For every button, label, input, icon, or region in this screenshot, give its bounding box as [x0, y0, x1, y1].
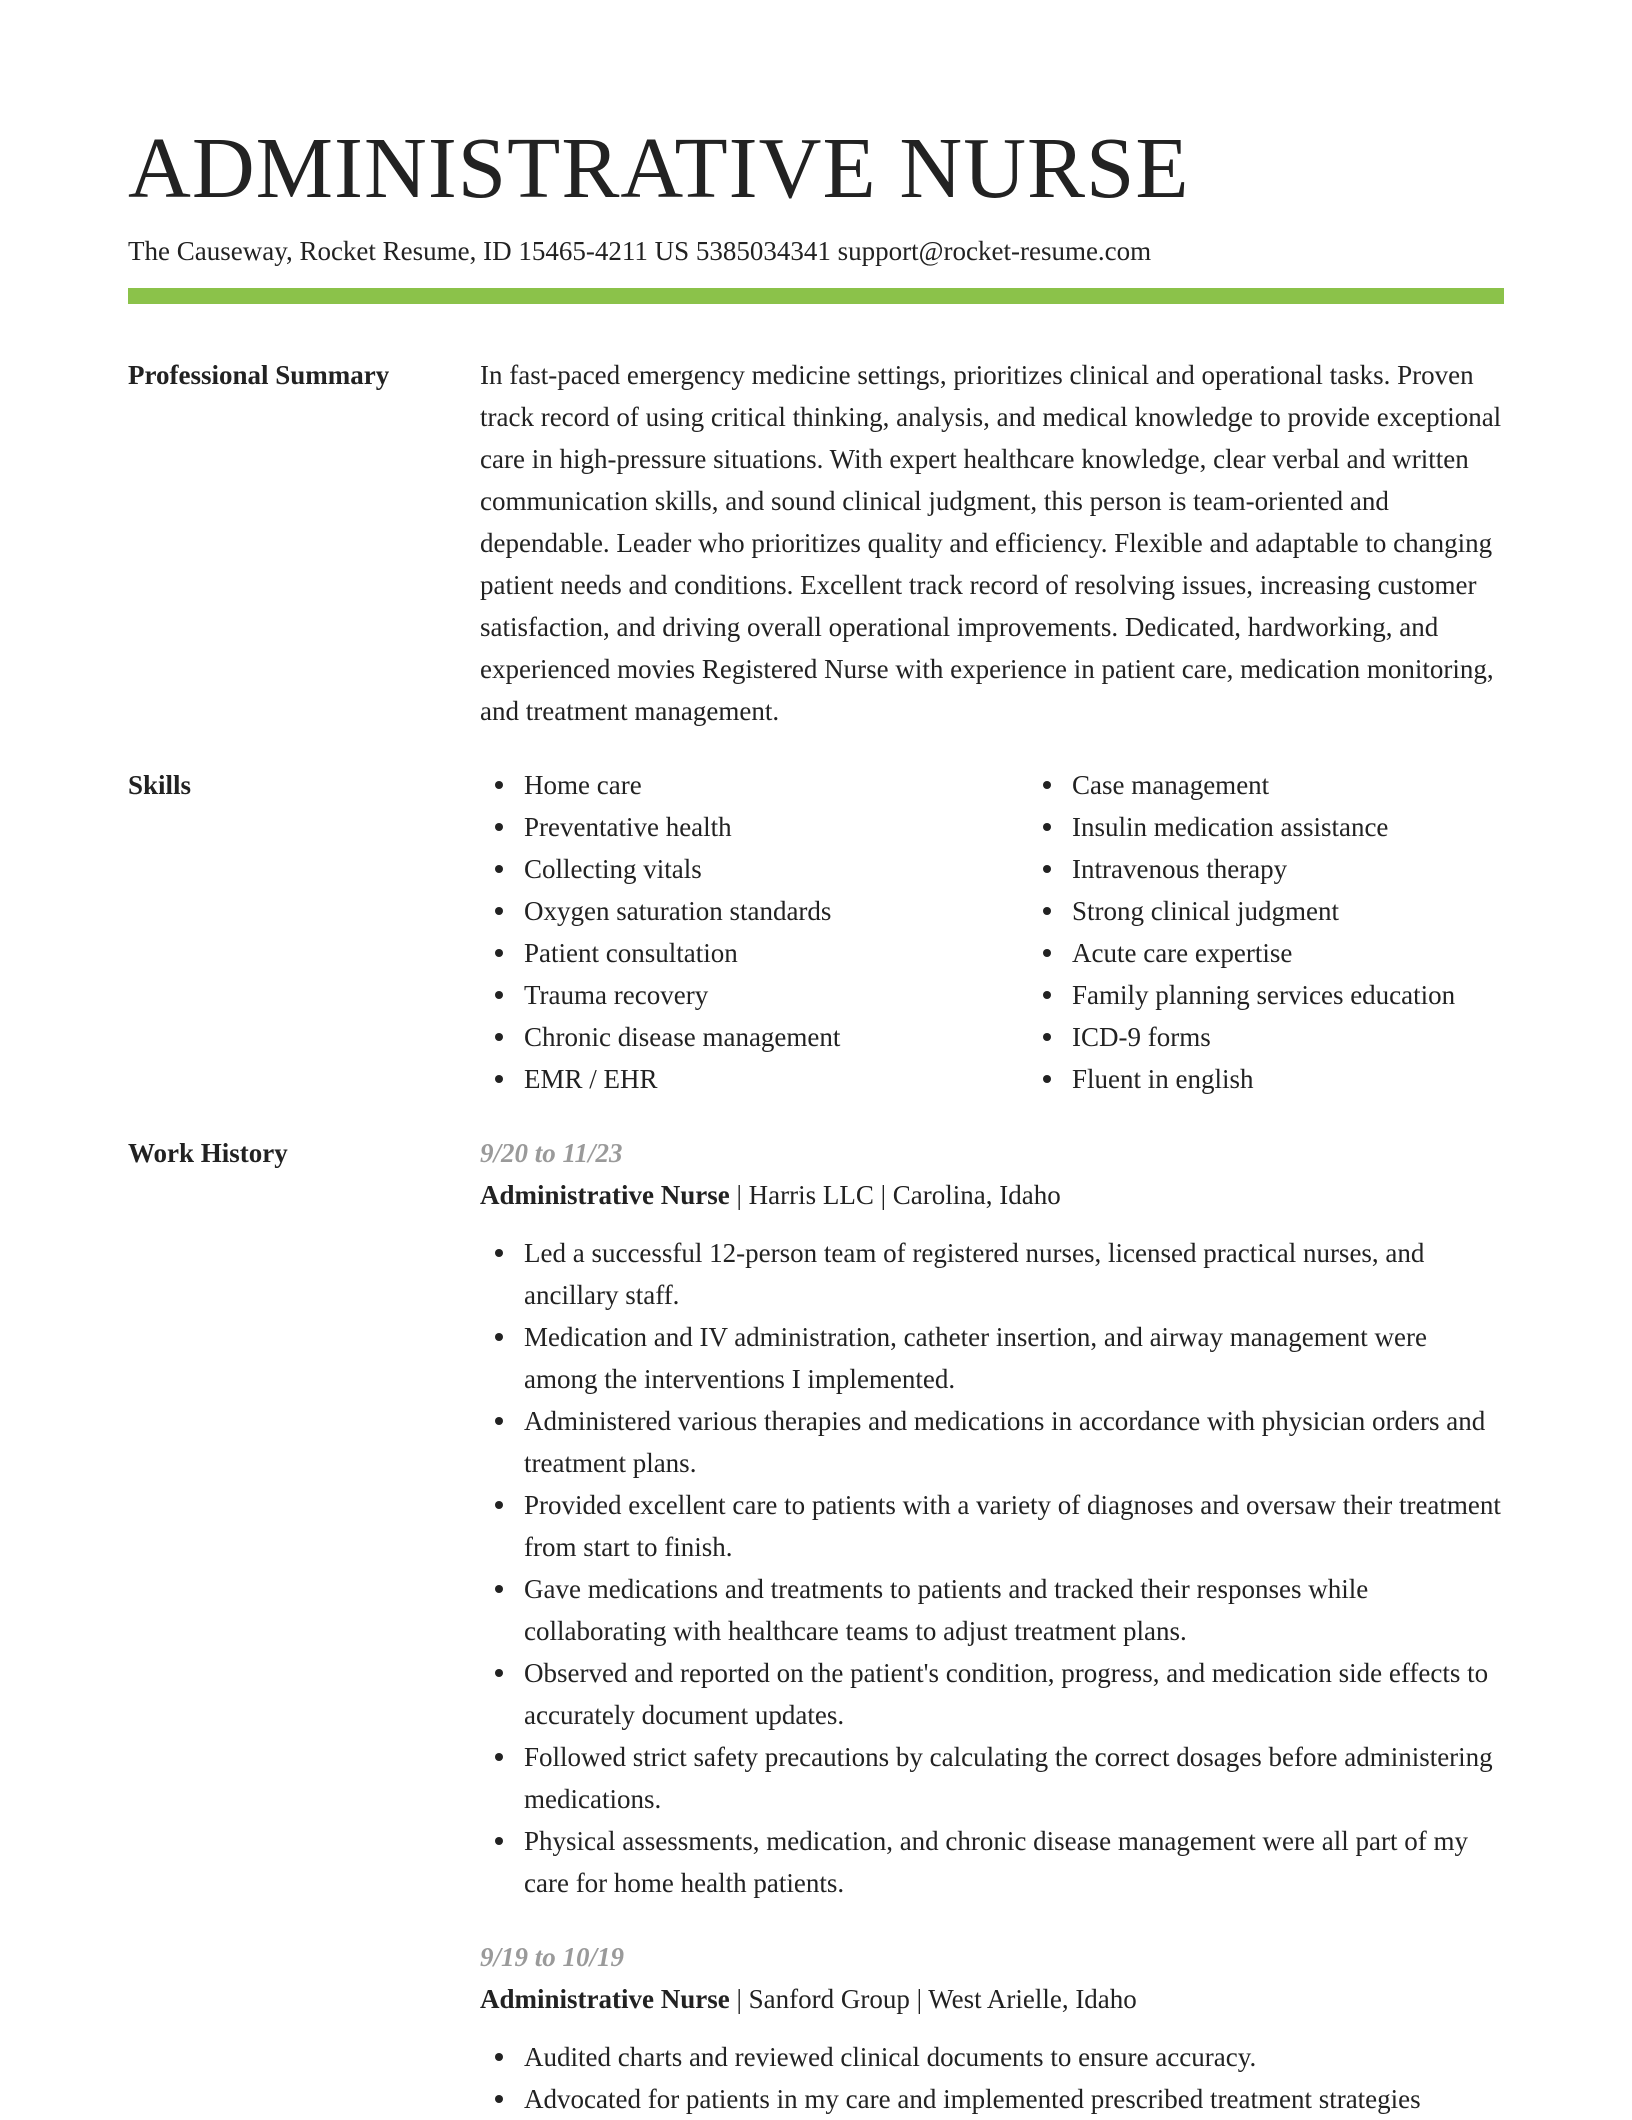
work-history-section [128, 1132, 1504, 2120]
skills-list-left [480, 764, 1028, 1100]
job-title: Administrative Nurse [480, 1180, 730, 1210]
skill-item: Fluent in english [1072, 1058, 1576, 1100]
skill-item: Chronic disease management [524, 1016, 1028, 1058]
job-bullet-list [480, 2036, 1504, 2120]
job-heading [480, 1174, 1504, 1216]
skill-item: EMR / EHR [524, 1058, 1028, 1100]
skill-item: Collecting vitals [524, 848, 1028, 890]
skills-section [128, 764, 1504, 1100]
summary-heading: Professional Summary [128, 360, 390, 390]
skill-item: Oxygen saturation standards [524, 890, 1028, 932]
job-bullet-list [480, 1232, 1504, 1904]
skill-item: ICD-9 forms [1072, 1016, 1576, 1058]
job-title: Administrative Nurse [480, 1984, 730, 2014]
skill-item: Strong clinical judgment [1072, 890, 1576, 932]
job-bullet: Advocated for patients in my care and implemented prescribed treatment strategies [524, 2078, 1504, 2120]
resume-page [128, 0, 1504, 2120]
summary-text: In fast-paced emergency medicine settings, prioritizes clinical and operational tasks. Proven track record of using critical thinking, analysis, and medical knowledge to provide exceptional care in high-pressure situations. With expert healthcare knowledge, clear verbal and written communication skills, and sound clinical judgment, this person is team-oriented and dependable. Leader who prioritizes quality and efficiency. Flexible and adaptable to changing patient needs and conditions. Excellent track record of resolving issues, increasing customer satisfaction, and driving overall operational improvements. Dedicated, hardworking, and experienced movies Registered Nurse with experience in patient care, medication monitoring, and treatment management. [480, 360, 1502, 726]
job-employer-location: | Harris LLC | Carolina, Idaho [729, 1180, 1061, 1210]
job-entry [480, 1132, 1504, 1904]
job-bullet: Provided excellent care to patients with a variety of diagnoses and oversaw their treatment from start to finish. [524, 1484, 1504, 1568]
skill-item: Acute care expertise [1072, 932, 1576, 974]
skills-heading: Skills [128, 770, 192, 800]
accent-divider [128, 288, 1504, 304]
job-bullet: Audited charts and reviewed clinical documents to ensure accuracy. [524, 2036, 1504, 2078]
skill-item: Trauma recovery [524, 974, 1028, 1016]
job-bullet: Medication and IV administration, catheter insertion, and airway management were among the interventions I implemented. [524, 1316, 1504, 1400]
job-dates: 9/20 to 11/23 [480, 1138, 623, 1168]
job-entry [480, 1936, 1504, 2120]
skill-item: Case management [1072, 764, 1576, 806]
skill-item: Home care [524, 764, 1028, 806]
work-history-heading: Work History [128, 1138, 288, 1168]
job-bullet: Administered various therapies and medications in accordance with physician orders and treatment plans. [524, 1400, 1504, 1484]
job-bullet: Led a successful 12-person team of registered nurses, licensed practical nurses, and ancillary staff. [524, 1232, 1504, 1316]
skill-item: Family planning services education [1072, 974, 1576, 1016]
job-bullet: Gave medications and treatments to patients and tracked their responses while collaborating with healthcare teams to adjust treatment plans. [524, 1568, 1504, 1652]
job-bullet: Physical assessments, medication, and chronic disease management were all part of my care for home health patients. [524, 1820, 1504, 1904]
skill-item: Insulin medication assistance [1072, 806, 1576, 848]
job-employer-location: | Sanford Group | West Arielle, Idaho [729, 1984, 1137, 2014]
candidate-name: ADMINISTRATIVE NURSE [128, 119, 1190, 216]
skill-item: Patient consultation [524, 932, 1028, 974]
skill-item: Intravenous therapy [1072, 848, 1576, 890]
skills-list-right [1028, 764, 1576, 1100]
job-heading [480, 1978, 1504, 2020]
summary-section [128, 354, 1504, 732]
skill-item: Preventative health [524, 806, 1028, 848]
job-bullet: Observed and reported on the patient's condition, progress, and medication side effects to accurately document updates. [524, 1652, 1504, 1736]
contact-line: The Causeway, Rocket Resume, ID 15465-4211 US 5385034341 support@rocket-resume.com [128, 236, 1152, 266]
job-bullet: Followed strict safety precautions by calculating the correct dosages before administering medications. [524, 1736, 1504, 1820]
job-dates: 9/19 to 10/19 [480, 1942, 625, 1972]
